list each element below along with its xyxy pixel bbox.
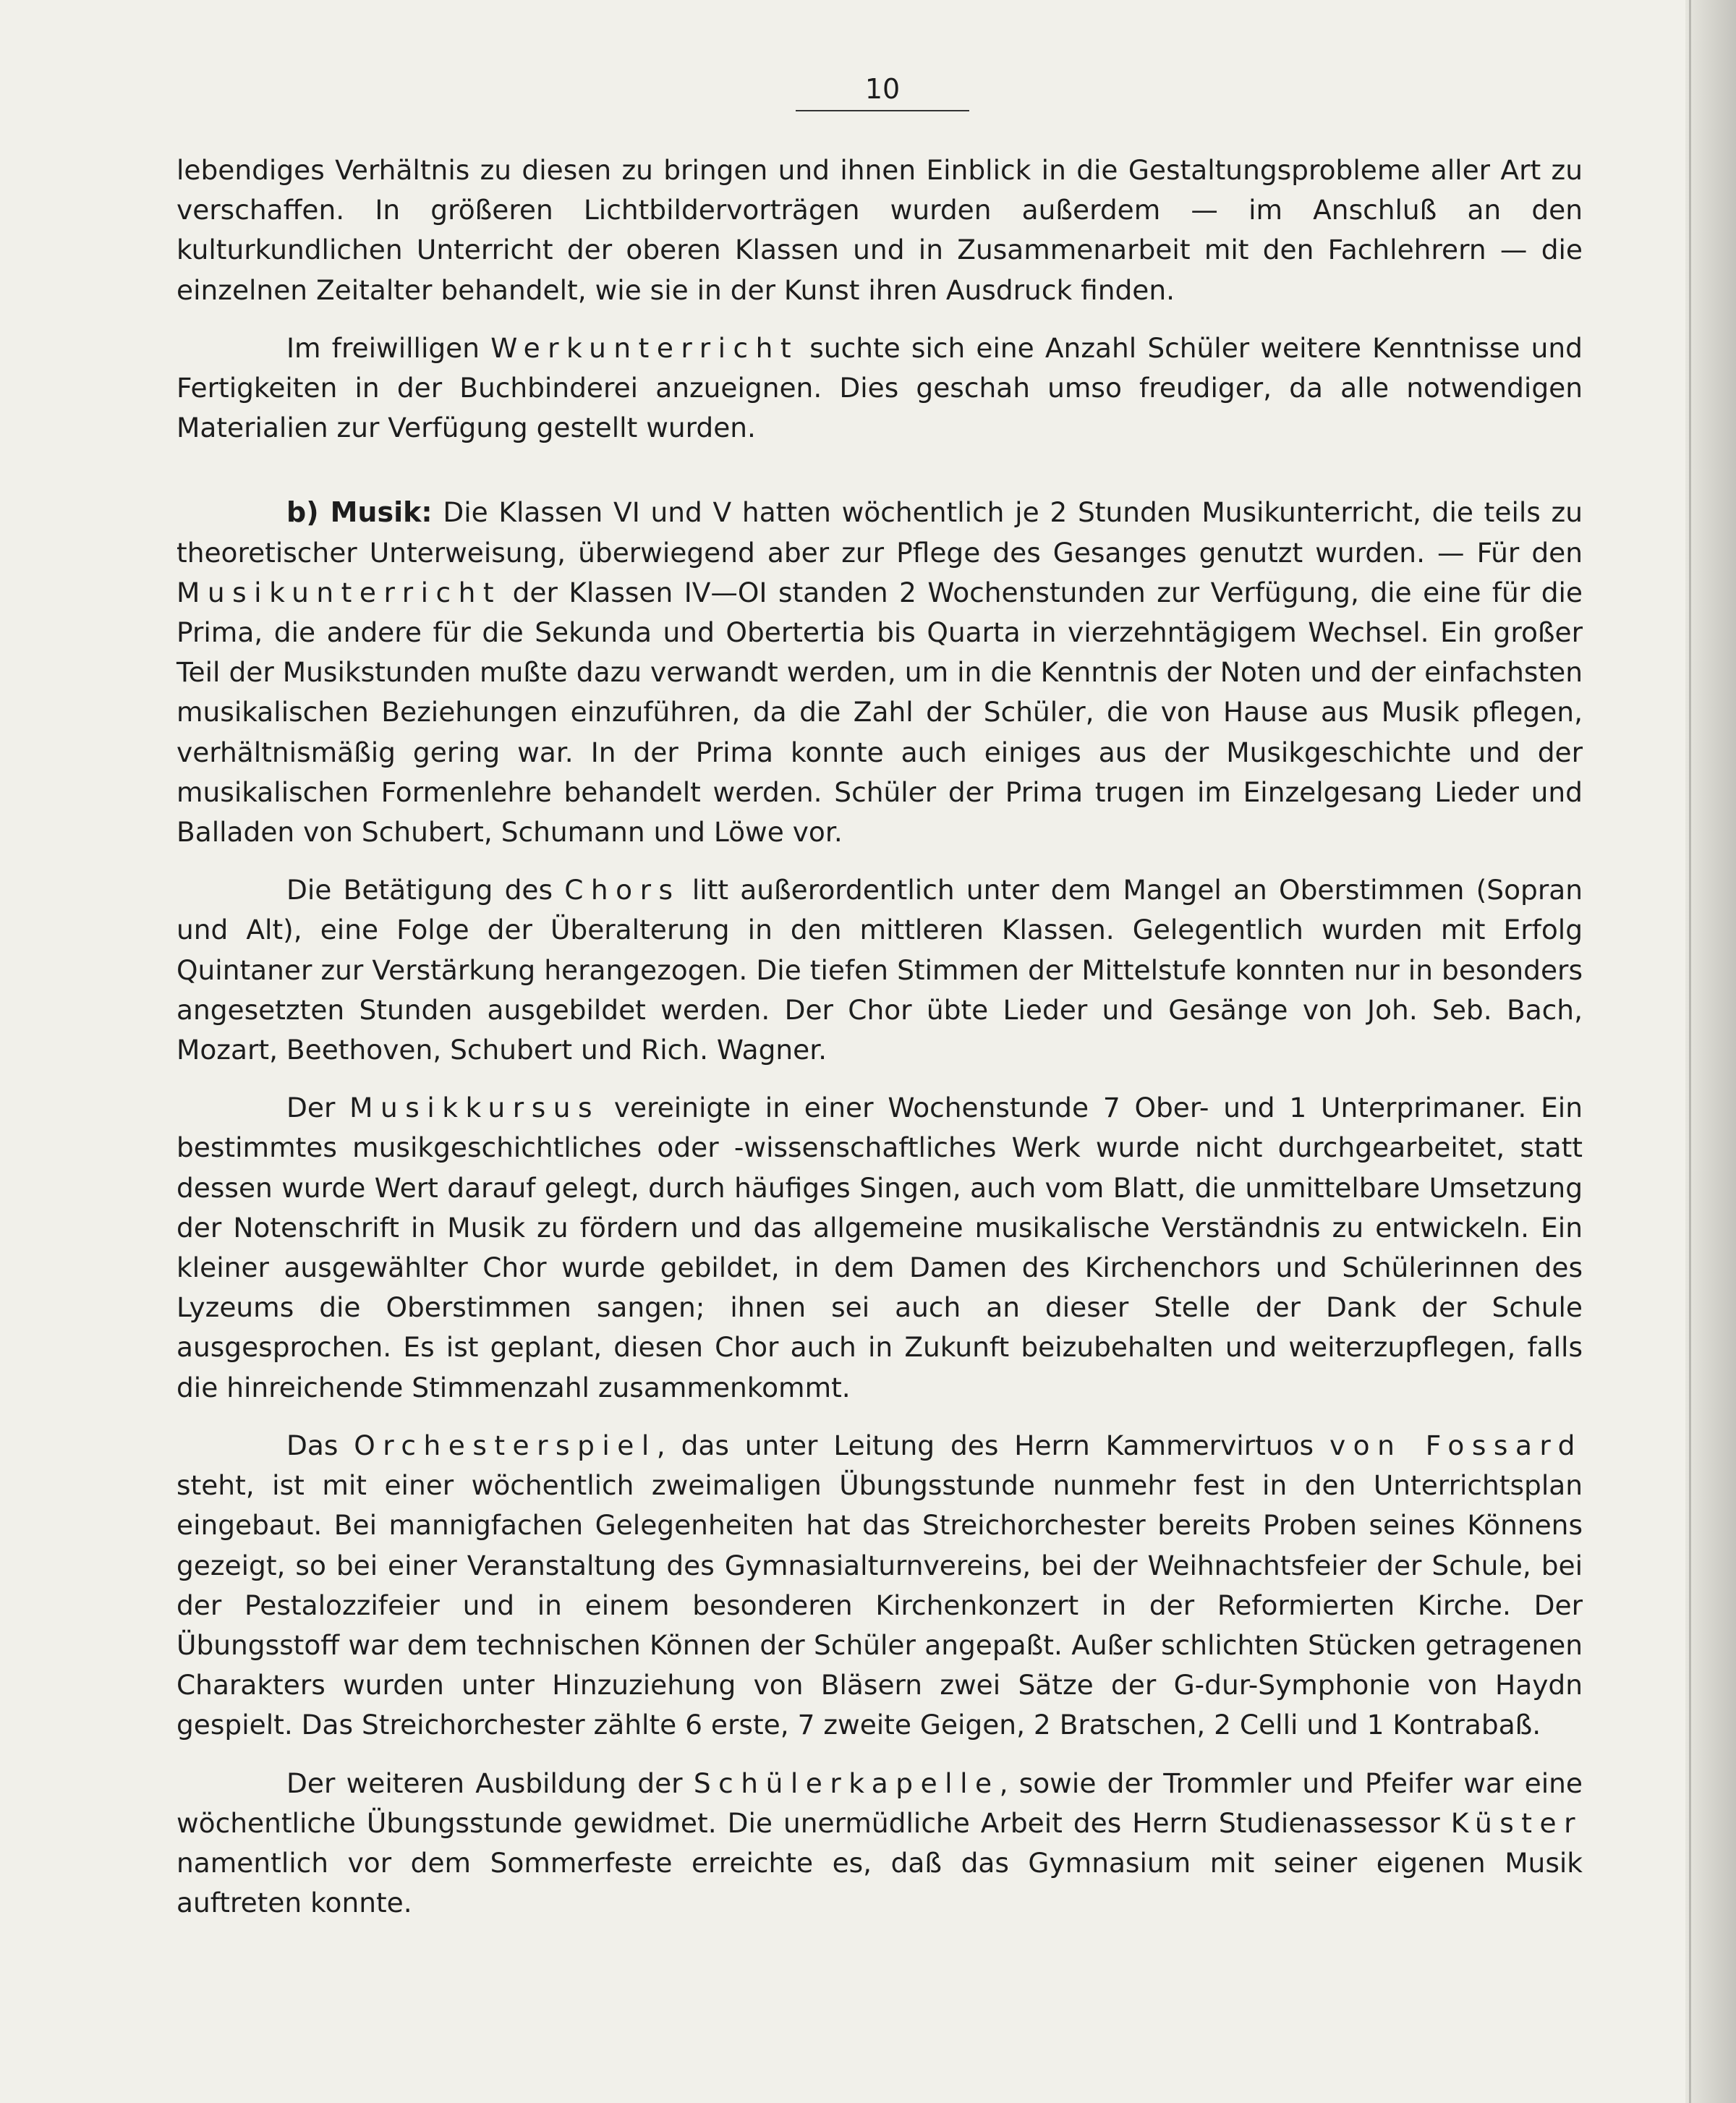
header-rule — [796, 110, 969, 111]
paragraph — [176, 493, 1583, 852]
section-heading: b) Musik: — [286, 496, 433, 529]
emphasized-term: Musikunterricht — [176, 576, 502, 608]
page-header — [796, 71, 969, 111]
emphasized-term: Musikkursus — [349, 1092, 600, 1124]
page-number: 10 — [864, 73, 901, 105]
emphasized-term: Orchesterspiel — [354, 1429, 657, 1461]
text-run: Die Betätigung des — [286, 874, 565, 906]
text-run: Die Klassen VI und V hatten wöchentlich je 2 Stunden Musikunterricht, die teils zu theoretischer Unterweisung, überwiegend aber zur Pflege des Gesanges genutzt wurden. — Für den — [176, 496, 1583, 569]
page-edge-line — [1689, 0, 1691, 2103]
emphasized-term: Werkunterricht — [490, 331, 799, 364]
paragraph — [176, 150, 1583, 310]
page-edge-shadow — [1685, 0, 1736, 2103]
text-run: lebendiges Verhältnis zu diesen zu bringen und ihnen Einblick in die Gestaltungsprobleme aller Art zu verschaffen. In größeren Lichtbildervorträgen wurden außerdem — im Anschluß an den kulturkundlichen Unterricht der oberen Klassen und in Zusammenarbeit mit den Fachlehrern — die einzelnen Zeitalter behandelt, wie sie in der Kunst ihren Ausdruck finden. — [176, 154, 1583, 306]
paragraph — [176, 1088, 1583, 1408]
text-run: vereinigte in einer Wochenstunde 7 Ober- und 1 Unterprimaner. Ein bestimmtes musikgeschichtliches oder -wissenschaftliches Werk wurde nicht durchgearbeitet, statt dessen wurde Wert darauf gelegt, durch häufiges Singen, auch vom Blatt, die unmittelbare Umsetzung der Notenschrift in Musik zu fördern und das allgemeine musikalische Verständnis zu entwickeln. Ein kleiner ausgewählter Chor wurde gebildet, in dem Damen des Kirchenchors und Schülerinnen des Lyzeums die Oberstimmen sangen; ihnen sei auch an dieser Stelle der Dank der Schule ausgesprochen. Es ist geplant, diesen Chor auch in Zukunft beizubehalten und weiterzupflegen, falls die hinreichende Stimmenzahl zusammenkommt. — [176, 1092, 1583, 1403]
text-run: , das unter Leitung des Herrn Kammervirtuos — [656, 1429, 1329, 1461]
body-text — [176, 150, 1583, 1923]
text-run: steht, ist mit einer wöchentlich zweimaligen Übungsstunde nunmehr fest in den Unterrichtsplan eingebaut. Bei mannigfachen Gelegenheiten hat das Streichorchester bereits Proben seines Könnens gezeigt, so bei einer Veranstaltung des Gymnasialturnvereins, bei der Weihnachtsfeier der Schule, bei der Pestalozzifeier und in einem besonderen Kirchenkonzert in der Reformierten Kirche. Der Übungsstoff war dem technischen Können der Schüler angepaßt. Außer schlichten Stücken getragenen Charakters wurden unter Hinzuziehung von Bläsern zwei Sätze der G-dur-Symphonie von Haydn gespielt. Das Streichorchester zählte 6 erste, 7 zweite Geigen, 2 Bratschen, 2 Celli und 1 Kontrabaß. — [176, 1469, 1583, 1741]
emphasized-term: Chors — [564, 874, 681, 906]
text-run: suchte sich eine Anzahl Schüler weitere Kenntnisse und Fertigkeiten in der Buchbinderei anzueignen. Dies geschah umso freudiger, da alle notwendigen Materialien zur Verfügung gestellt wurden. — [176, 331, 1583, 444]
emphasized-term: Schülerkapelle — [693, 1767, 1000, 1799]
text-run: Der — [286, 1092, 350, 1124]
paragraph — [176, 328, 1583, 449]
text-run: Das — [286, 1429, 354, 1461]
text-run: Der weiteren Ausbildung der — [286, 1767, 694, 1799]
paragraph — [176, 1426, 1583, 1746]
text-run: der Klassen IV—OI standen 2 Wochenstunden zur Verfügung, die eine für die Prima, die andere für die Sekunda und Obertertia bis Quarta in vierzehntägigem Wechsel. Ein großer Teil der Musikstunden mußte dazu verwandt werden, um in die Kenntnis der Noten und der einfachsten musikalischen Beziehungen einzuführen, da die Zahl der Schüler, die von Hause aus Musik pflegen, verhältnismäßig gering war. In der Prima konnte auch einiges aus der Musikgeschichte und der musikalischen Formenlehre behandelt werden. Schüler der Prima trugen im Einzelgesang Lieder und Balladen von Schubert, Schumann und Löwe vor. — [176, 576, 1583, 849]
emphasized-term: von Fossard — [1329, 1429, 1583, 1461]
paragraph — [176, 1764, 1583, 1924]
text-run: namentlich vor dem Sommerfeste erreichte es, daß das Gymnasium mit seiner eigenen Musik auftreten konnte. — [176, 1846, 1583, 1919]
text-run: litt außerordentlich unter dem Mangel an Oberstimmen (Sopran und Alt), eine Folge der Überalterung in den mittleren Klassen. Gelegentlich wurden mit Erfolg Quintaner zur Verstärkung herangezogen. Die tiefen Stimmen der Mittelstufe konnten nur in besonders angesetzten Stunden ausgebildet werden. Der Chor übte Lieder und Gesänge von Joh. Seb. Bach, Mozart, Beethoven, Schubert und Rich. Wagner. — [176, 874, 1583, 1066]
text-run: , sowie der Trommler und Pfeifer war eine wöchentliche Übungsstunde gewidmet. Die unermüdliche Arbeit des Herrn Studienassessor — [176, 1767, 1583, 1839]
paragraph — [176, 870, 1583, 1070]
text-run: Im freiwilligen — [286, 331, 491, 364]
emphasized-term: Küster — [1450, 1806, 1583, 1839]
